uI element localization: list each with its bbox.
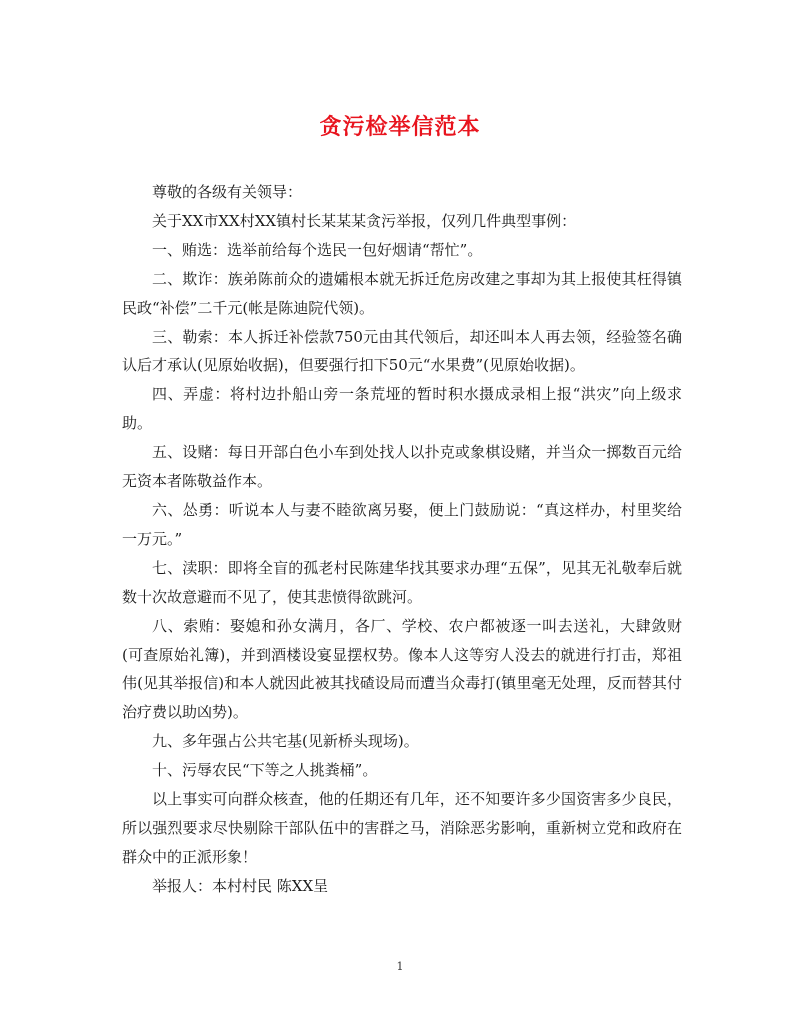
item-6-paragraph: 六、怂勇：听说本人与妻不睦欲离另娶，便上门鼓励说：“真这样办，村里奖给一万元。” bbox=[122, 500, 682, 548]
document-title: 贪污检举信范本 bbox=[319, 114, 481, 140]
intro-paragraph: 关于XX市XX村XX镇村长某某某贪污举报，仅列几件典型事例： bbox=[152, 211, 577, 230]
item-8-paragraph: 八、索贿：娶媳和孙女满月，各厂、学校、农户都被逐一叫去送礼，大肆敛财(可查原始礼簿)，并到酒楼设宴显摆权势。像本人这等穷人没去的就进行打击，郑祖伟(见其举报信)和本人就因此被其找碴设局而遭当众毒打(镇里毫无处理，反而替其付治疗费以助凶势)。 bbox=[122, 616, 682, 722]
item-2-paragraph: 二、欺诈：族弟陈前众的遗孀根本就无拆迁危房改建之事却为其上报使其枉得镇民政“补偿”二千元(帐是陈迪院代领)。 bbox=[122, 269, 682, 317]
item-1-paragraph: 一、贿选：选举前给每个选民一包好烟请“帮忙”。 bbox=[152, 240, 483, 259]
document-body bbox=[122, 178, 682, 901]
item-3-paragraph: 三、勒索：本人拆迁补偿款750元由其代领后，却还叫本人再去领，经验签名确认后才承认(见原始收据)，但要强行扣下50元“水果费”(见原始收据)。 bbox=[122, 327, 682, 375]
conclusion-paragraph: 以上事实可向群众核查，他的任期还有几年，还不知要许多少国资害多少良民，所以强烈要求尽快剔除干部队伍中的害群之马，消除恶劣影响，重新树立党和政府在群众中的正派形象！ bbox=[122, 790, 682, 866]
item-9-paragraph: 九、多年强占公共宅基(见新桥头现场)。 bbox=[152, 732, 419, 751]
page-number: 1 bbox=[396, 960, 404, 973]
signature-line: 举报人：本村村民 陈XX呈 bbox=[152, 876, 329, 895]
salutation: 尊敬的各级有关领导： bbox=[152, 183, 303, 201]
item-4-paragraph: 四、弄虚：将村边扑船山旁一条荒垭的暂时积水摄成录相上报“洪灾”向上级求助。 bbox=[122, 385, 682, 433]
item-5-paragraph: 五、设赌：每日开部白色小车到处找人以扑克或象棋设赌，并当众一掷数百元给无资本者陈敬益作本。 bbox=[122, 443, 682, 491]
item-7-paragraph: 七、渎职：即将全盲的孤老村民陈建华找其要求办理“五保”，见其无礼敬奉后就数十次故意避而不见了，使其悲愤得欲跳河。 bbox=[122, 558, 682, 606]
item-10-paragraph: 十、污辱农民“下等之人挑粪桶”。 bbox=[152, 761, 378, 780]
